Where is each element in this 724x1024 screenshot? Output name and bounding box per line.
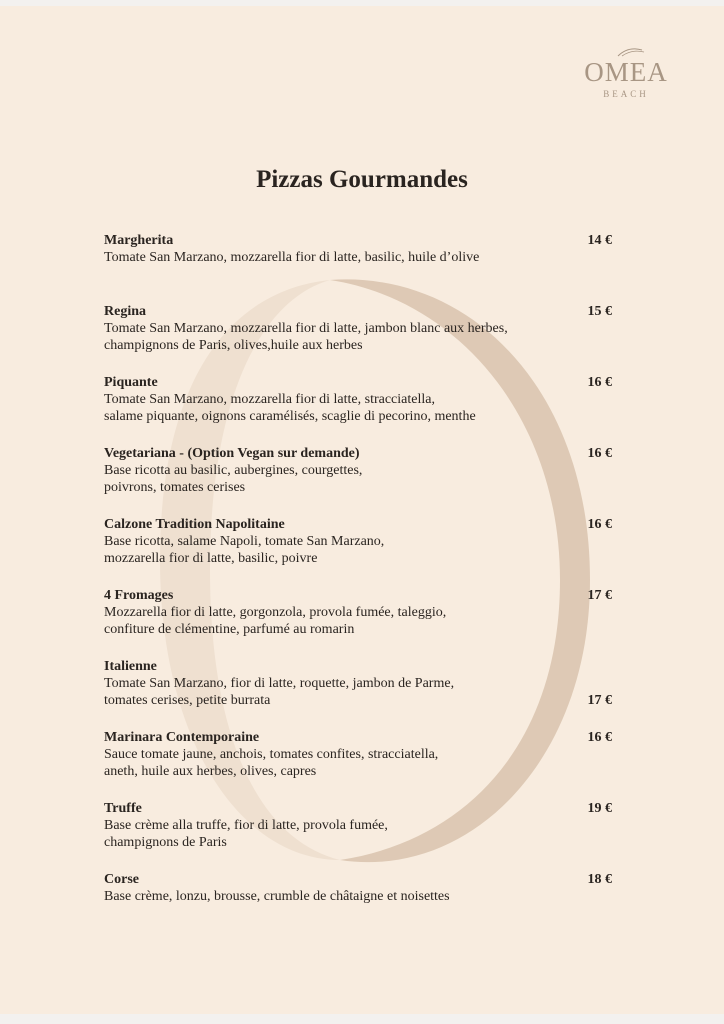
item-description: salame piquante, oignons caramélisés, scaglie di pecorino, menthe: [104, 409, 476, 424]
item-name: Italienne: [104, 659, 157, 674]
item-description: Tomate San Marzano, mozzarella fior di latte, stracciatella,: [104, 392, 435, 407]
item-name: Regina: [104, 304, 146, 319]
item-description: Base ricotta, salame Napoli, tomate San Marzano,: [104, 534, 385, 549]
item-name: Vegetariana - (Option Vegan sur demande): [104, 446, 360, 461]
item-name: Marinara Contemporaine: [104, 730, 260, 745]
item-description: Sauce tomate jaune, anchois, tomates confites, stracciatella,: [104, 747, 439, 762]
item-price: 18 €: [587, 872, 612, 887]
item-name: Piquante: [104, 375, 158, 390]
menu-item-regina: [104, 303, 612, 374]
item-description: confiture de clémentine, parfumé au romarin: [104, 622, 355, 637]
item-description: mozzarella fior di latte, basilic, poivre: [104, 551, 318, 566]
brand-logo: [566, 44, 686, 100]
item-name: Truffe: [104, 801, 142, 816]
item-description: Base ricotta au basilic, aubergines, courgettes,: [104, 463, 363, 478]
menu-item-truffe: [104, 800, 612, 871]
bottom-margin: [0, 1014, 724, 1024]
menu-item-marinara: [104, 729, 612, 800]
brand-subtitle: BEACH: [603, 89, 649, 99]
menu-item-piquante: [104, 374, 612, 445]
item-price: 16 €: [587, 375, 612, 390]
item-name: Margherita: [104, 233, 174, 248]
menu-item-4-fromages: [104, 587, 612, 658]
item-description: Base crème, lonzu, brousse, crumble de châtaigne et noisettes: [104, 889, 450, 904]
item-price: 17 €: [587, 588, 612, 603]
item-description: Tomate San Marzano, fior di latte, roquette, jambon de Parme,: [104, 676, 455, 691]
page-title: Pizzas Gourmandes: [256, 166, 468, 193]
item-price: 16 €: [587, 730, 612, 745]
item-description: Mozzarella fior di latte, gorgonzola, provola fumée, taleggio,: [104, 605, 447, 620]
menu-item-vegetariana: [104, 445, 612, 516]
item-description: tomates cerises, petite burrata: [104, 693, 271, 708]
menu-item-italienne: [104, 658, 612, 729]
pizza-menu: [104, 232, 612, 942]
item-name: Corse: [104, 872, 139, 887]
item-price: 19 €: [587, 801, 612, 816]
item-description: champignons de Paris: [104, 835, 227, 850]
item-description: poivrons, tomates cerises: [104, 480, 246, 495]
item-description: Tomate San Marzano, mozzarella fior di latte, basilic, huile d’olive: [104, 250, 480, 265]
item-description: champignons de Paris, olives,huile aux herbes: [104, 338, 363, 353]
item-price: 15 €: [587, 304, 612, 319]
menu-item-corse: [104, 871, 612, 942]
item-description: Base crème alla truffe, fior di latte, provola fumée,: [104, 818, 388, 833]
brand-name: OMEA: [584, 57, 668, 87]
logo-swoosh-icon: [566, 44, 686, 58]
menu-item-margherita: [104, 232, 612, 303]
menu-item-calzone: [104, 516, 612, 587]
item-price: 16 €: [587, 517, 612, 532]
item-description: aneth, huile aux herbes, olives, capres: [104, 764, 317, 779]
item-name: Calzone Tradition Napolitaine: [104, 517, 285, 532]
item-price: 17 €: [587, 693, 612, 708]
item-price: 16 €: [587, 446, 612, 461]
item-description: Tomate San Marzano, mozzarella fior di latte, jambon blanc aux herbes,: [104, 321, 508, 336]
item-price: 14 €: [587, 233, 612, 248]
item-name: 4 Fromages: [104, 588, 174, 603]
